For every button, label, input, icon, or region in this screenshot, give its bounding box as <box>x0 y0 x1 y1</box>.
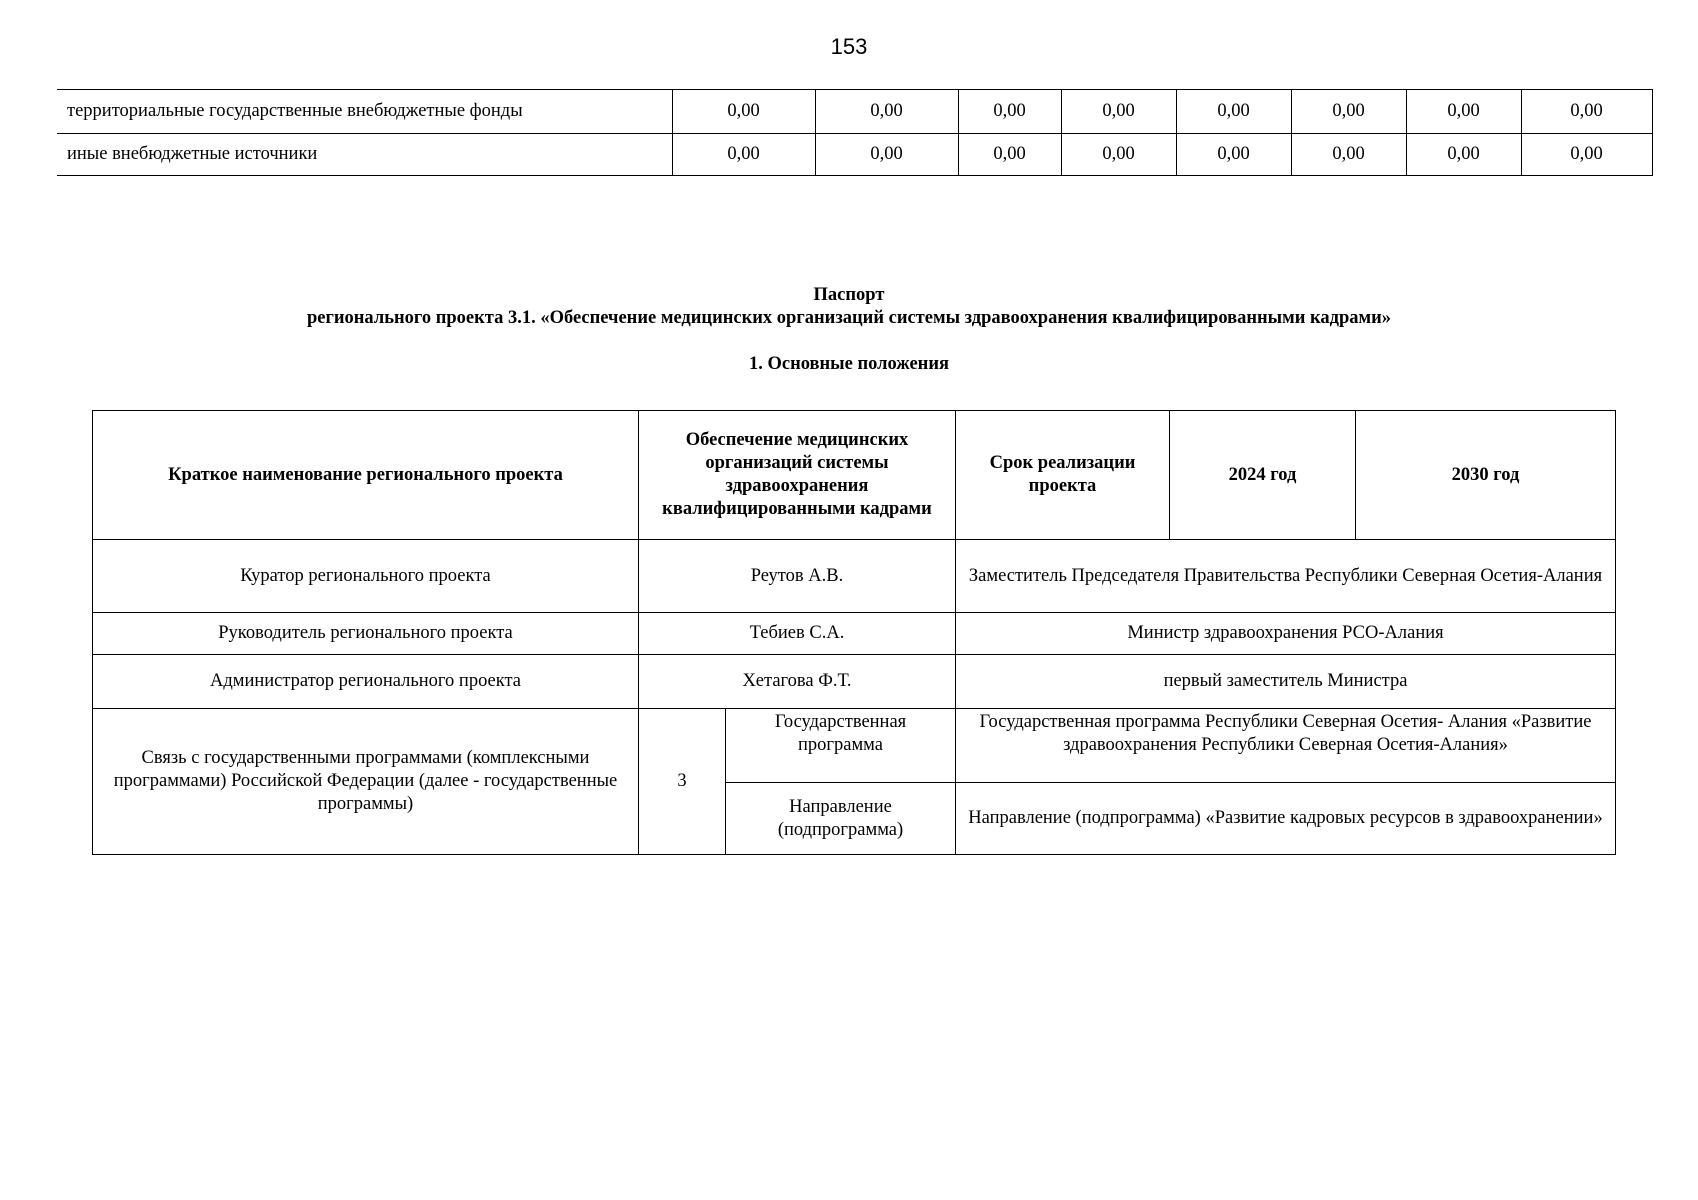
short-name-value: Обеспечение медицинских организаций системы здравоохранения квалифицированными кадрами <box>639 411 956 540</box>
funding-row-label: иные внебюджетные источники <box>57 134 672 176</box>
admin-name: Хетагова Ф.Т. <box>639 655 956 709</box>
funding-cell: 0,00 <box>1176 90 1291 134</box>
funding-row <box>57 90 1652 134</box>
funding-cell: 0,00 <box>815 134 958 176</box>
section-heading: 1. Основные положения <box>748 354 950 374</box>
funding-cell: 0,00 <box>1406 134 1521 176</box>
funding-cell: 0,00 <box>815 90 958 134</box>
page-number: 153 <box>830 34 868 59</box>
direction-label: Направление (подпрограмма) <box>726 783 956 855</box>
funding-cell: 0,00 <box>1521 134 1652 176</box>
head-label: Руководитель регионального проекта <box>93 613 639 655</box>
term-label: Срок реализации проекта <box>956 411 1170 540</box>
term-end: 2030 год <box>1356 411 1616 540</box>
curator-position: Заместитель Председателя Правительства Республики Северная Осетия-Алания <box>956 540 1616 613</box>
passport-header-row <box>93 411 1616 540</box>
funding-cell: 0,00 <box>1291 134 1406 176</box>
passport-subtitle: регионального проекта 3.1. «Обеспечение медицинских организаций системы здравоохранения квалифицированными кадрами» <box>306 308 1392 328</box>
funding-cell: 0,00 <box>1176 134 1291 176</box>
passport-table <box>92 410 1616 855</box>
curator-name: Реутов А.В. <box>639 540 956 613</box>
funding-cell: 0,00 <box>1521 90 1652 134</box>
admin-label: Администратор регионального проекта <box>93 655 639 709</box>
funding-cell: 0,00 <box>672 134 815 176</box>
funding-table <box>57 89 1653 176</box>
funding-cell: 0,00 <box>1061 134 1176 176</box>
short-name-label: Краткое наименование регионального проекта <box>93 411 639 540</box>
passport-title: Паспорт <box>813 285 885 305</box>
funding-cell: 0,00 <box>958 134 1061 176</box>
head-name: Тебиев С.А. <box>639 613 956 655</box>
funding-cell: 0,00 <box>672 90 815 134</box>
state-program-value: Государственная программа Республики Северная Осетия- Алания «Развитие здравоохранения Республики Северная Осетия-Алания» <box>956 709 1616 783</box>
funding-row <box>57 134 1652 176</box>
funding-cell: 0,00 <box>1061 90 1176 134</box>
curator-row <box>93 540 1616 613</box>
funding-cell: 0,00 <box>958 90 1061 134</box>
state-program-label: Государственная программа <box>726 709 956 783</box>
funding-cell: 0,00 <box>1291 90 1406 134</box>
term-start: 2024 год <box>1170 411 1356 540</box>
program-link-label: Связь с государственными программами (комплексными программами) Российской Федерации (далее - государственные программы) <box>93 709 639 855</box>
direction-value: Направление (подпрограмма) «Развитие кадровых ресурсов в здравоохранении» <box>956 783 1616 855</box>
program-link-number: 3 <box>639 709 726 855</box>
admin-position: первый заместитель Министра <box>956 655 1616 709</box>
curator-label: Куратор регионального проекта <box>93 540 639 613</box>
head-position: Министр здравоохранения РСО-Алания <box>956 613 1616 655</box>
head-row <box>93 613 1616 655</box>
admin-row <box>93 655 1616 709</box>
program-link-row <box>93 709 1616 783</box>
funding-row-label: территориальные государственные внебюджетные фонды <box>57 90 672 134</box>
funding-cell: 0,00 <box>1406 90 1521 134</box>
